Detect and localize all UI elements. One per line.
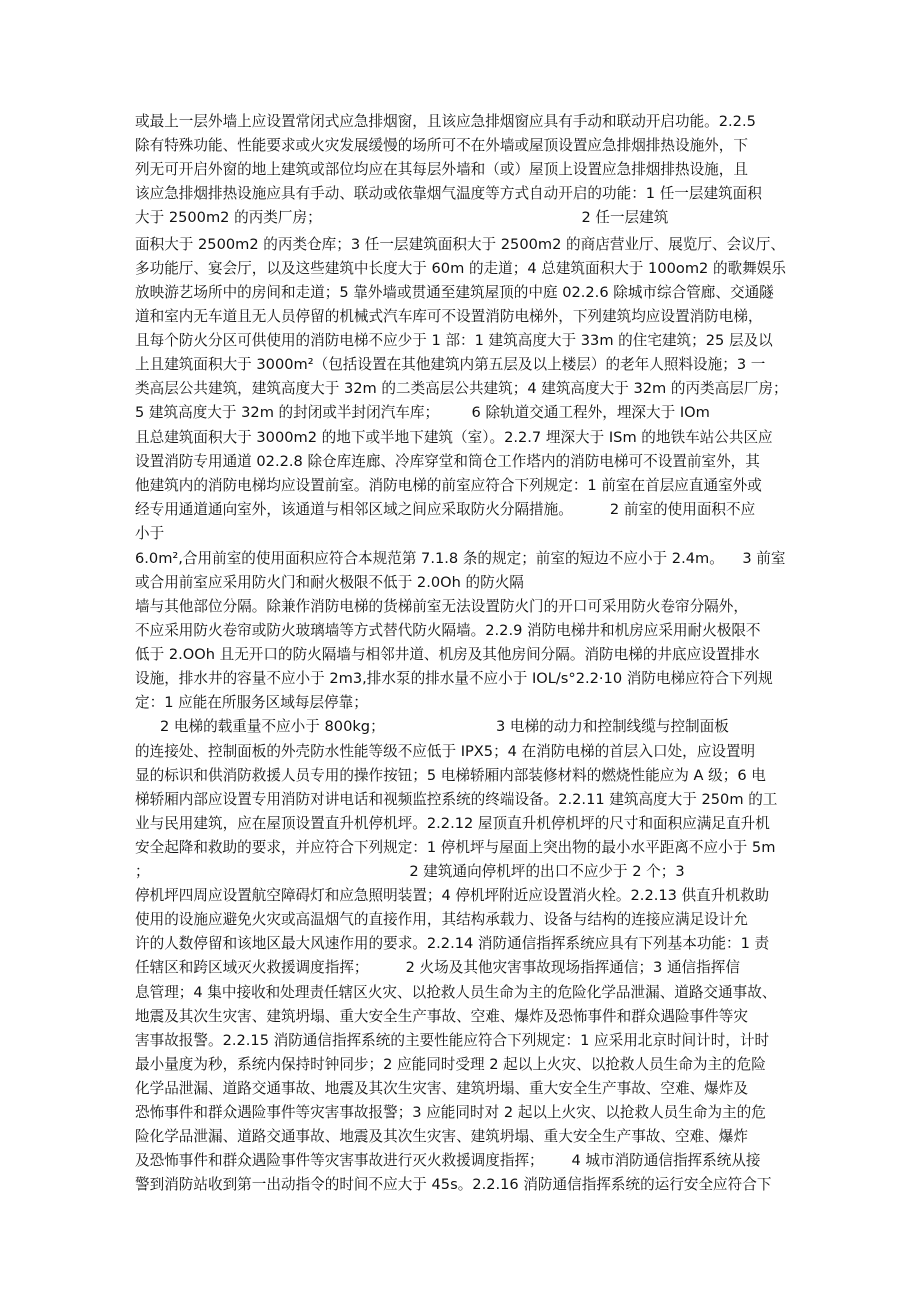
- text-line: ； 2 建筑通向停机坪的出口不应少于 2 个；3: [135, 863, 685, 880]
- text-line: 化学品泄漏、道路交通事故、地震及其次生灾害、建筑坍塌、重大安全生产事故、空难、爆炸及: [135, 1080, 748, 1097]
- text-line: 且每个防火分区可供使用的消防电梯不应少于 1 部：1 建筑高度大于 33m 的住宅建筑；25 层及以: [135, 332, 773, 349]
- text-line: 设置消防专用通道 02.2.8 除仓库连廊、冷库穿堂和筒仓工作塔内的消防电梯可不设置前室外，其: [135, 453, 760, 470]
- text-line: 使用的设施应避免火灾或高温烟气的直接作用，其结构承载力、设备与结构的连接应满足设计允: [135, 911, 748, 928]
- text-line: 及恐怖事件和群众遇险事件等灾害事故进行灭火救援调度指挥； 4 城市消防通信指挥系统从接: [135, 1152, 761, 1169]
- text-line: 多功能厅、宴会厅，以及这些建筑中长度大于 60m 的走道；4 总建筑面积大于 100om2 的歌舞娱乐: [135, 260, 786, 277]
- text-line: 险化学品泄漏、道路交通事故、地震及其次生灾害、建筑坍塌、重大安全生产事故、空难、爆炸: [135, 1128, 748, 1145]
- text-line: 5 建筑高度大于 32m 的封闭或半封闭汽车库； 6 除轨道交通工程外，埋深大于 IOm: [135, 404, 710, 421]
- text-line: 设施，排水井的容量不应小于 2m3,排水泵的排水量不应小于 IOL∕s°2.2·10 消防电梯应符合下列规: [135, 670, 773, 687]
- text-line: 梯轿厢内部应设置专用消防对讲电话和视频监控系统的终端设备。2.2.11 建筑高度大于 250m 的工: [135, 791, 778, 808]
- text-line: 除有特殊功能、性能要求或火灾发展缓慢的场所可不在外墙或屋顶设置应急排烟排热设施外，下: [135, 137, 748, 154]
- text-line: 列无可开启外窗的地上建筑或部位均应在其每层外墙和（或）屋顶上设置应急排烟排热设施，且: [135, 161, 748, 178]
- text-line: 上且建筑面积大于 3000m²（包括设置在其他建筑内第五层及以上楼层）的老年人照料设施；3 一: [135, 356, 766, 373]
- text-line: 低于 2.OOh 且无开口的防火隔墙与相邻井道、机房及其他房间分隔。消防电梯的井底应设置排水: [135, 646, 760, 663]
- text-line: 且总建筑面积大于 3000m2 的地下或半地下建筑（室）。2.2.7 埋深大于 ISm 的地铁车站公共区应: [135, 429, 773, 446]
- text-line: 的连接处、控制面板的外壳防水性能等级不应低于 IPX5；4 在消防电梯的首层入口处，应设置明: [135, 743, 756, 760]
- text-line: 害事故报警。2.2.15 消防通信指挥系统的主要性能应符合下列规定：1 应采用北京时间计时，计时: [135, 1032, 770, 1049]
- text-line: 他建筑内的消防电梯均应设置前室。消防电梯的前室应符合下列规定：1 前室在首层应直通室外或: [135, 477, 762, 494]
- text-line: 面积大于 2500m2 的丙类仓库；3 任一层建筑面积大于 2500m2 的商店营业厅、展览厅、会议厅、: [135, 236, 785, 253]
- text-line: 显的标识和供消防救援人员专用的操作按钮；5 电梯轿厢内部装修材料的燃烧性能应为 A 级；6 电: [135, 767, 766, 784]
- text-line: 地震及其次生灾害、建筑坍塌、重大安全生产事故、空难、爆炸及恐怖事件和群众遇险事件等灾: [135, 1008, 748, 1025]
- text-line: 停机坪四周应设置航空障碍灯和应急照明装置；4 停机坪附近应设置消火栓。2.2.13 供直升机救助: [135, 887, 770, 904]
- text-line: 最小量度为秒，系统内保持时钟同步；2 应能同时受理 2 起以上火灾、以抢救人员生命为主的危险: [135, 1056, 766, 1073]
- text-line: 墙与其他部位分隔。除兼作消防电梯的货梯前室无法设置防火门的开口可采用防火卷帘分隔外，: [135, 598, 748, 615]
- text-line: 任辖区和跨区域灭火救援调度指挥； 2 火场及其他灾害事故现场指挥通信；3 通信指挥信: [135, 959, 740, 976]
- text-line: 大于 2500m2 的丙类厂房； 2 任一层建筑: [135, 209, 669, 226]
- text-line: 类高层公共建筑，建筑高度大于 32m 的二类高层公共建筑；4 建筑高度大于 32m 的丙类高层厂房；: [135, 380, 788, 397]
- text-line: 该应急排烟排热设施应具有手动、联动或依靠烟气温度等方式自动开启的功能：1 任一层建筑面积: [135, 185, 762, 202]
- text-line: 许的人数停留和该地区最大风速作用的要求。2.2.14 消防通信指挥系统应具有下列基本功能：1 责: [135, 935, 770, 952]
- text-line: 警到消防站收到第一出动指令的时间不应大于 45s。2.2.16 消防通信指挥系统的运行安全应符合下: [135, 1176, 772, 1193]
- text-line: 恐怖事件和群众遇险事件等灾害事故报警；3 应能同时对 2 起以上火灾、以抢救人员生命为主的危: [135, 1104, 766, 1121]
- text-line: 不应采用防火卷帘或防火玻璃墙等方式替代防火隔墙。2.2.9 消防电梯井和机房应采用耐火极限不: [135, 622, 761, 639]
- text-line: 息管理；4 集中接收和处理责任辖区火灾、以抢救人员生命为主的危险化学品泄漏、道路交通事故、: [135, 984, 777, 1001]
- text-line: 安全起降和救助的要求，并应符合下列规定：1 停机坪与屋面上突出物的最小水平距离不应小于 5m: [135, 839, 776, 856]
- text-line: 经专用通道通向室外，该通道与相邻区域之间应采取防火分隔措施。 2 前室的使用面积不应: [135, 501, 756, 518]
- text-line: 小于: [135, 525, 165, 542]
- text-line: 业与民用建筑，应在屋顶设置直升机停机坪。2.2.12 屋顶直升机停机坪的尺寸和面积应满足直升机: [135, 815, 770, 832]
- text-line: 6.0m²,合用前室的使用面积应符合本规范第 7.1.8 条的规定；前室的短边不应小于 2.4m。 3 前室: [135, 550, 786, 567]
- text-line: 放映游艺场所中的房间和走道；5 靠外墙或贯通至建筑屋顶的中庭 02.2.6 除城市综合管廊、交通隧: [135, 284, 774, 301]
- text-line: 2 电梯的载重量不应小于 800kg； 3 电梯的动力和控制线缆与控制面板: [160, 718, 729, 735]
- text-line: 或最上一层外墙上应设置常闭式应急排烟窗，且该应急排烟窗应具有手动和联动开启功能。2.2.5: [135, 113, 756, 130]
- text-line: 道和室内无车道且无人员停留的机械式汽车库可不设置消防电梯外，下列建筑均应设置消防电梯，: [135, 308, 763, 325]
- text-line: 定：1 应能在所服务区域每层停靠；: [135, 694, 368, 711]
- text-line: 或合用前室应采用防火门和耐火极限不低于 2.0Oh 的防火隔: [135, 574, 524, 591]
